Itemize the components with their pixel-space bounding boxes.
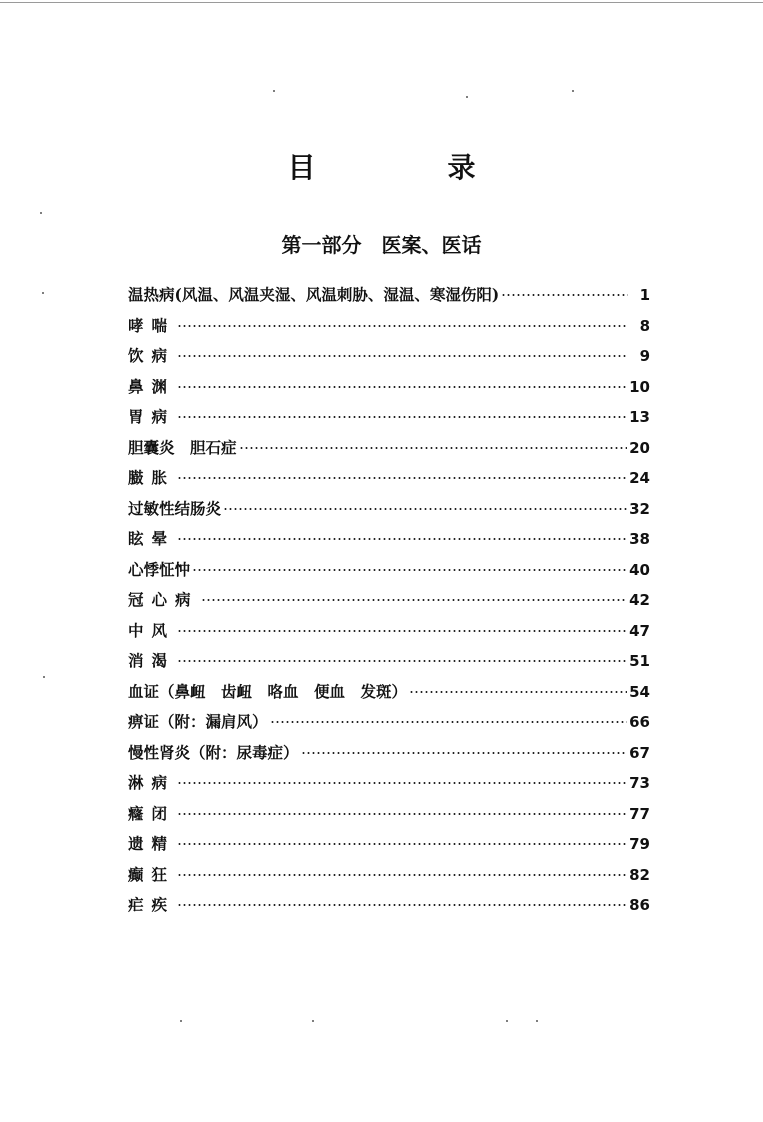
dot-leader [177, 843, 627, 845]
toc-entry-page: 32 [629, 499, 650, 518]
toc-entry-label: 过敏性结肠炎 [128, 498, 222, 518]
toc-entry-label: 痹证（附：漏肩风） [128, 712, 268, 731]
toc-entry [128, 375, 650, 406]
toc-entry-page: 20 [629, 438, 650, 457]
dot-leader [501, 294, 628, 296]
dot-leader [270, 721, 628, 723]
toc-entry-label: 哮喘 [128, 315, 176, 335]
toc-entry-page: 79 [629, 835, 650, 853]
toc-entry-label: 臌胀 [128, 468, 176, 487]
toc-entry-page: 47 [629, 621, 650, 640]
dot-leader [177, 904, 627, 906]
toc-entry-label: 消渴 [128, 651, 176, 670]
toc-entry [128, 283, 650, 314]
toc-entry-page: 51 [629, 652, 650, 670]
scan-speck [536, 1020, 538, 1022]
toc-entry-page: 9 [639, 347, 650, 365]
scan-speck [506, 1020, 508, 1022]
toc-entry-label: 遗精 [128, 834, 176, 853]
page-title: 目 录 [287, 151, 528, 184]
toc-entry-label: 中风 [128, 620, 176, 640]
toc-entry [128, 680, 650, 711]
toc-entry-label: 胃病 [128, 407, 176, 426]
dot-leader [177, 782, 627, 784]
toc-entry-label: 鼻渊 [128, 376, 176, 396]
toc-entry-label: 慢性肾炎（附：尿毒症） [128, 742, 299, 762]
toc-entry [128, 710, 650, 741]
toc-entry [128, 466, 650, 497]
toc-entry-page: 73 [629, 774, 650, 792]
toc-entry-page: 66 [629, 713, 650, 731]
dot-leader [192, 569, 627, 571]
toc-entry [128, 405, 650, 436]
dot-leader [177, 416, 627, 418]
toc-entry [128, 314, 650, 345]
top-scan-edge [0, 2, 763, 3]
toc-entry-page: 10 [629, 377, 650, 396]
toc-entry-page: 82 [629, 865, 650, 884]
toc-entry [128, 832, 650, 863]
toc-entry [128, 863, 650, 894]
toc-entry-page: 24 [629, 469, 650, 487]
toc-entry [128, 802, 650, 833]
dot-leader [409, 691, 627, 693]
toc-entry-label: 疟疾 [128, 895, 176, 914]
toc-entry [128, 436, 650, 467]
toc-entry-page: 67 [629, 743, 650, 762]
toc-entry [128, 588, 650, 619]
dot-leader [177, 660, 627, 662]
toc-entry-label: 癫狂 [128, 864, 176, 884]
section-heading: 第一部分 医案、医话 [281, 233, 482, 257]
toc-entry [128, 558, 650, 589]
scan-speck [42, 292, 44, 294]
toc-entry-page: 54 [629, 682, 650, 701]
toc-entry-label: 血证（鼻衄 齿衄 咯血 便血 发斑） [128, 681, 408, 701]
dot-leader [177, 386, 627, 388]
toc-entry-label: 冠心病 [128, 590, 199, 609]
scan-speck [273, 90, 275, 92]
toc-entry [128, 893, 650, 924]
toc-entry [128, 649, 650, 680]
toc-entry-page: 40 [629, 560, 650, 579]
toc-entry [128, 344, 650, 375]
toc-entry-label: 胆囊炎 胆石症 [128, 437, 237, 457]
dot-leader [301, 752, 628, 754]
dot-leader [239, 447, 628, 449]
dot-leader [177, 355, 628, 357]
toc-entry-label: 饮病 [128, 346, 176, 365]
scan-speck [180, 1020, 182, 1022]
toc-entry-page: 86 [629, 896, 650, 914]
dot-leader [177, 477, 627, 479]
toc-entry-page: 77 [629, 804, 650, 823]
toc-entry-page: 38 [629, 530, 650, 548]
scan-speck [466, 96, 468, 98]
toc-entry-page: 42 [629, 591, 650, 609]
toc-entry-label: 心悸怔忡 [128, 559, 191, 579]
toc-entry-label: 淋病 [128, 773, 176, 792]
toc-entry [128, 527, 650, 558]
dot-leader [177, 630, 627, 632]
scan-speck [572, 90, 574, 92]
toc-entry-label: 温热病(风温、风温夹湿、风温刺胁、湿温、寒湿伤阳) [128, 285, 500, 304]
scan-speck [43, 676, 45, 678]
toc-entry-page: 8 [639, 316, 650, 335]
dot-leader [177, 325, 628, 327]
dot-leader [223, 508, 627, 510]
scan-speck [312, 1020, 314, 1022]
toc-entry [128, 741, 650, 772]
toc-entry-label: 癃闭 [128, 803, 176, 823]
toc-entry-page: 13 [629, 408, 650, 426]
dot-leader [201, 599, 628, 601]
toc-entry-label: 眩晕 [128, 529, 176, 548]
scan-speck [40, 212, 42, 214]
table-of-contents [128, 283, 650, 924]
dot-leader [177, 538, 627, 540]
dot-leader [177, 813, 627, 815]
toc-entry-page: 1 [639, 286, 650, 304]
dot-leader [177, 874, 627, 876]
toc-entry [128, 497, 650, 528]
toc-entry [128, 771, 650, 802]
toc-entry [128, 619, 650, 650]
